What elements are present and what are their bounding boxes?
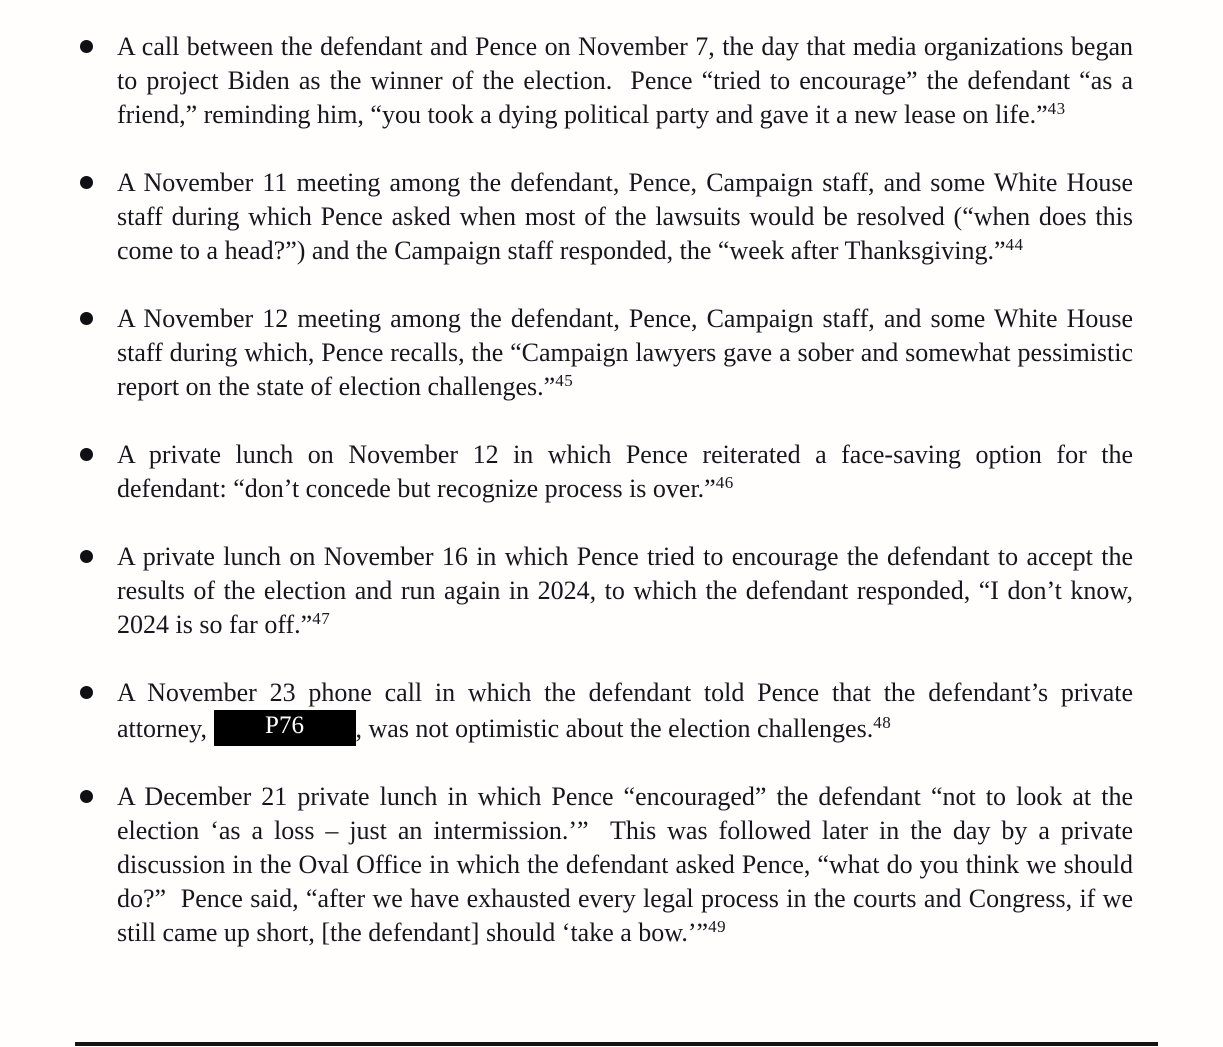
bullet-item [78, 676, 1133, 746]
bullet-marker-icon [80, 790, 93, 803]
bullet-marker-icon [80, 176, 93, 189]
bullet-marker-icon [80, 550, 93, 563]
bullet-marker-icon [80, 686, 93, 699]
bullet-marker-icon [80, 312, 93, 325]
bullet-text: , was not optimistic about the election challenges. [355, 714, 874, 743]
footnote-reference: 46 [715, 473, 734, 492]
bullet-item [78, 30, 1133, 132]
bullet-text: A call between the defendant and Pence on November 7, the day that media organizations began to project Biden as the winner of the election. Pence “tried to encourage” the defendant “as a friend,” reminding him, “you took a dying political party and gave it a new lease on life.” [117, 32, 1133, 129]
bullet-text: A November 12 meeting among the defendant, Pence, Campaign staff, and some White House staff during which, Pence recalls, the “Campaign lawyers gave a sober and somewhat pessimistic report on the state of election challenges.” [117, 304, 1133, 401]
bullet-item [78, 780, 1133, 950]
bullet-text: A November 23 phone call in which the defendant told Pence that the defendant’s private attorney, [117, 678, 1133, 743]
bullet-text: A November 11 meeting among the defendant, Pence, Campaign staff, and some White House staff during which Pence asked when most of the lawsuits would be resolved (“when does this come to a head?”) and the Campaign staff responded, the “week after Thanksgiving.” [117, 168, 1133, 265]
bullet-item [78, 166, 1133, 268]
footnote-reference: 48 [873, 713, 892, 732]
bullet-text: A December 21 private lunch in which Pence “encouraged” the defendant “not to look at the election ‘as a loss – just an intermission.’” This was followed later in the day by a private discussion in the Oval Office in which the defendant asked Pence, “what do you think we should do?” Pence said, “after we have exhausted every legal process in the courts and Congress, if we still came up short, [the defendant] should ‘take a bow.’” [117, 782, 1133, 947]
bullet-marker-icon [80, 40, 93, 53]
footnote-reference: 43 [1047, 99, 1066, 118]
bullet-list [78, 30, 1133, 950]
bullet-item [78, 438, 1133, 506]
bullet-marker-icon [80, 448, 93, 461]
bullet-text: A private lunch on November 16 in which Pence tried to encourage the defendant to accept the results of the election and run again in 2024, to which the defendant responded, “I don’t know, 2024 is so far off.” [117, 542, 1133, 639]
footnote-reference: 45 [555, 371, 574, 390]
bullet-item [78, 540, 1133, 642]
redaction-box: P76 [214, 710, 356, 746]
footnote-reference: 44 [1005, 235, 1024, 254]
bullet-text: A private lunch on November 12 in which Pence reiterated a face-saving option for the defendant: “don’t concede but recognize process is over.” [117, 440, 1133, 503]
page-bottom-rule [75, 1042, 1158, 1046]
bullet-item [78, 302, 1133, 404]
footnote-reference: 49 [708, 917, 727, 936]
footnote-reference: 47 [312, 609, 331, 628]
